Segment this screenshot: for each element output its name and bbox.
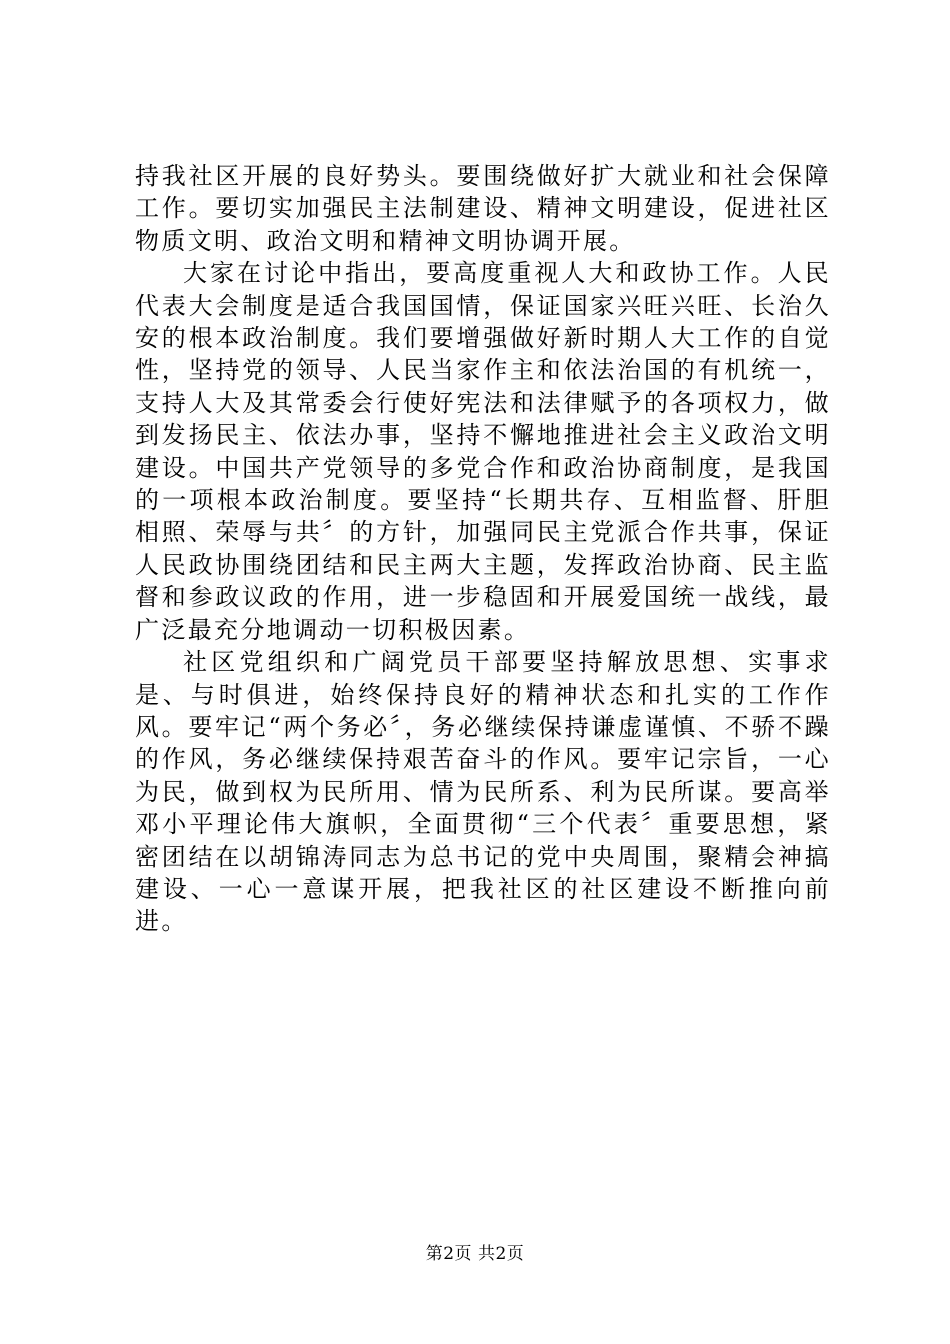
paragraph-2: 大家在讨论中指出，要高度重视人大和政协工作。人民代表大会制度是适合我国国情，保证国家兴旺兴旺、长治久安的根本政治制度。我们要增强做好新时期人大工作的自觉性，坚持党的领导、人民当家作主和依法治国的有机统一，支持人大及其常委会行使好宪法和法律赋予的各项权力，做到发扬民主、依法办事，坚持不懈地推进社会主义政治文明建设。中国共产党领导的多党合作和政治协商制度，是我国的一项根本政治制度。要坚持“长期共存、互相监督、肝胆相照、荣辱与共〞的方针，加强同民主党派合作共事，保证人民政协围绕团结和民主两大主题，发挥政治协商、民主监督和参政议政的作用，进一步稳固和开展爱国统一战线，最广泛最充分地调动一切积极因素。 [135, 259, 831, 644]
paragraph-3: 社区党组织和广阔党员干部要坚持解放思想、实事求是、与时俱进，始终保持良好的精神状态和扎实的工作作风。要牢记“两个务必〞，务必继续保持谦虚谨慎、不骄不躁的作风，务必继续保持艰苦奋斗的作风。要牢记宗旨，一心为民，做到权为民所用、情为民所系、利为民所谋。要高举邓小平理论伟大旗帜，全面贯彻“三个代表〞重要思想，紧密团结在以胡锦涛同志为总书记的党中央周围，聚精会神搞建设、一心一意谋开展，把我社区的社区建设不断推向前进。 [135, 648, 831, 936]
document-body [135, 160, 831, 938]
paragraph-1: 持我社区开展的良好势头。要围绕做好扩大就业和社会保障工作。要切实加强民主法制建设、精神文明建设，促进社区物质文明、政治文明和精神文明协调开展。 [135, 162, 831, 255]
page-footer: 第2页 共2页 [425, 1244, 525, 1264]
